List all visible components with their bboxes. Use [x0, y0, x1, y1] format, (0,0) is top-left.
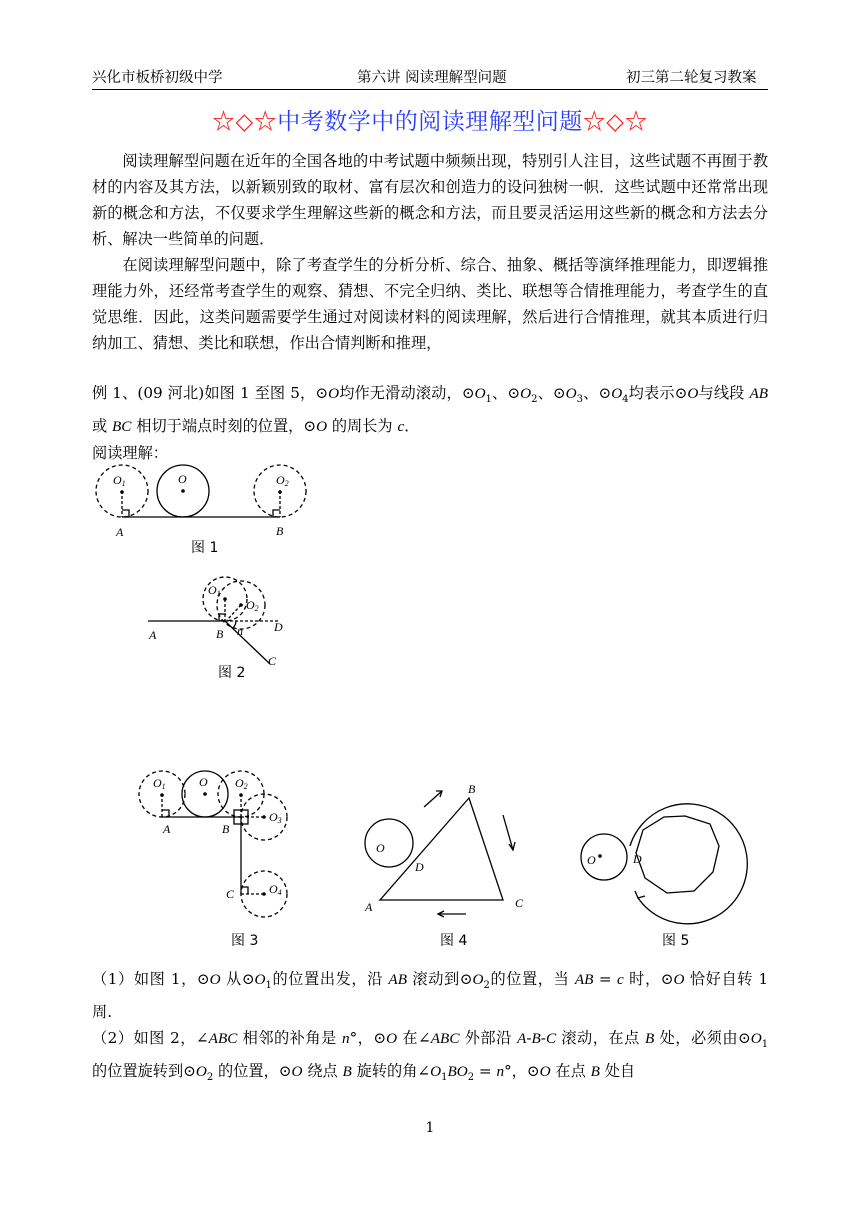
- intro-paragraph-2: 在阅读理解型问题中，除了考查学生的分析分析、综合、抽象、概括等演绎推理能力，即逻辑推理能力外，还经常考查学生的观察、猜想、不完全归纳、类比、联想等合情推理能力，考查学生的直觉思维．因此，这类问题需要学生通过对阅读材料的阅读理解，然后进行合情推理，就其本质进行归纳加工、猜想、类比和联想，作出合情判断和推理，: [92, 256, 768, 352]
- title-stars-left: ☆◇☆: [212, 109, 278, 135]
- fig1-label-b: B: [276, 524, 284, 538]
- question-1: （1）如图 1，⊙O 从$⊙O_1$的位置出发，沿 AB 滚动到$⊙O_2$的位置，当 AB = c 时，⊙O 恰好自转 1 周.: [92, 970, 769, 1022]
- fig5-label-o: O: [587, 853, 596, 867]
- fig3-label-o: O: [199, 775, 208, 789]
- fig1-label-o2: O2: [276, 473, 289, 488]
- figure-5: [570, 790, 750, 952]
- fig3-label-a: A: [163, 822, 171, 836]
- intro-paragraph-1: 阅读理解型问题在近年的全国各地的中考试题中频频出现，特别引人注目，这些试题不再囿于教材的内容及其方法，以新颖别致的取材、富有层次和创造力的设问独树一帜．这些试题中还常常出现新的概念和方法，不仅要求学生理解这些新的概念和方法，而且要灵活运用这些新的概念和方法去分析、解决一些简单的问题．: [92, 152, 768, 248]
- fig5-caption: 图 5: [662, 933, 690, 949]
- fig4-label-d: D: [415, 860, 424, 874]
- fig3-label-o2: O2: [235, 776, 248, 791]
- title-stars-right: ☆◇☆: [582, 109, 648, 135]
- fig3-label-c: C: [226, 887, 235, 901]
- fig2-label-c: C: [268, 654, 277, 668]
- fig4-label-c: C: [515, 896, 524, 910]
- example-statement: 例 1、(09 河北)如图 1 至图 5，⊙O均作无滑动滚动，$⊙O_1$、$⊙O_2$、$⊙O_3$、$⊙O_4$均表示⊙O与线段 AB 或 BC 相切于端点时刻的位置，⊙O 的周长为 c．: [92, 384, 769, 436]
- figure-3: [135, 762, 305, 952]
- fig2-label-a: A: [149, 628, 157, 642]
- header-school: 兴化市板桥初级中学: [92, 70, 223, 86]
- fig1-label-a: A: [116, 525, 124, 539]
- fig1-label-o1: O1: [113, 473, 126, 488]
- header-course: 初三第二轮复习教案: [626, 70, 757, 86]
- fig3-label-o3: O3: [269, 810, 282, 825]
- page-number: 1: [425, 1120, 435, 1136]
- intro-section: [92, 148, 768, 356]
- fig3-label-b: B: [222, 822, 230, 836]
- fig2-label-o1: O1: [208, 583, 221, 598]
- fig2-label-n: n: [237, 624, 243, 638]
- fig2-label-o2: O2: [246, 598, 259, 613]
- fig1-label-o: O: [178, 472, 187, 486]
- fig4-label-o: O: [376, 841, 385, 855]
- reading-label: 阅读理解：: [92, 444, 168, 463]
- fig4-label-a: A: [365, 900, 373, 914]
- fig2-label-b: B: [216, 627, 224, 641]
- title-text: 中考数学中的阅读理解型问题: [277, 109, 583, 135]
- fig2-caption: 图 2: [218, 665, 246, 681]
- figure-1: [85, 462, 325, 562]
- header-rule: [92, 89, 768, 90]
- question-2: （2）如图 2，∠ABC 相邻的补角是 n°，⊙O 在∠ABC 外部沿 A-B-C 滚动，在点 B 处，必须由$⊙O_1$ 的位置旋转到$⊙O_2$ 的位置，⊙O 绕点 B 旋转的角$\angle O_1BO_2 = n^\circ$，⊙O 在点 B 处自: [92, 1029, 769, 1084]
- fig5-label-d: D: [633, 852, 642, 866]
- fig3-caption: 图 3: [231, 933, 259, 949]
- example-1: [92, 380, 768, 466]
- fig2-label-d: D: [274, 620, 283, 634]
- page-title: [92, 103, 768, 136]
- fig1-caption: 图 1: [191, 540, 219, 556]
- header-lesson: 第六讲 阅读理解型问题: [357, 70, 507, 86]
- fig3-label-o1: O1: [153, 776, 166, 791]
- fig4-caption: 图 4: [440, 933, 468, 949]
- questions: [92, 966, 768, 1091]
- fig3-label-o4: O4: [269, 882, 282, 897]
- figure-2: [140, 568, 310, 683]
- fig4-label-b: B: [468, 782, 476, 796]
- figure-4: [360, 778, 540, 952]
